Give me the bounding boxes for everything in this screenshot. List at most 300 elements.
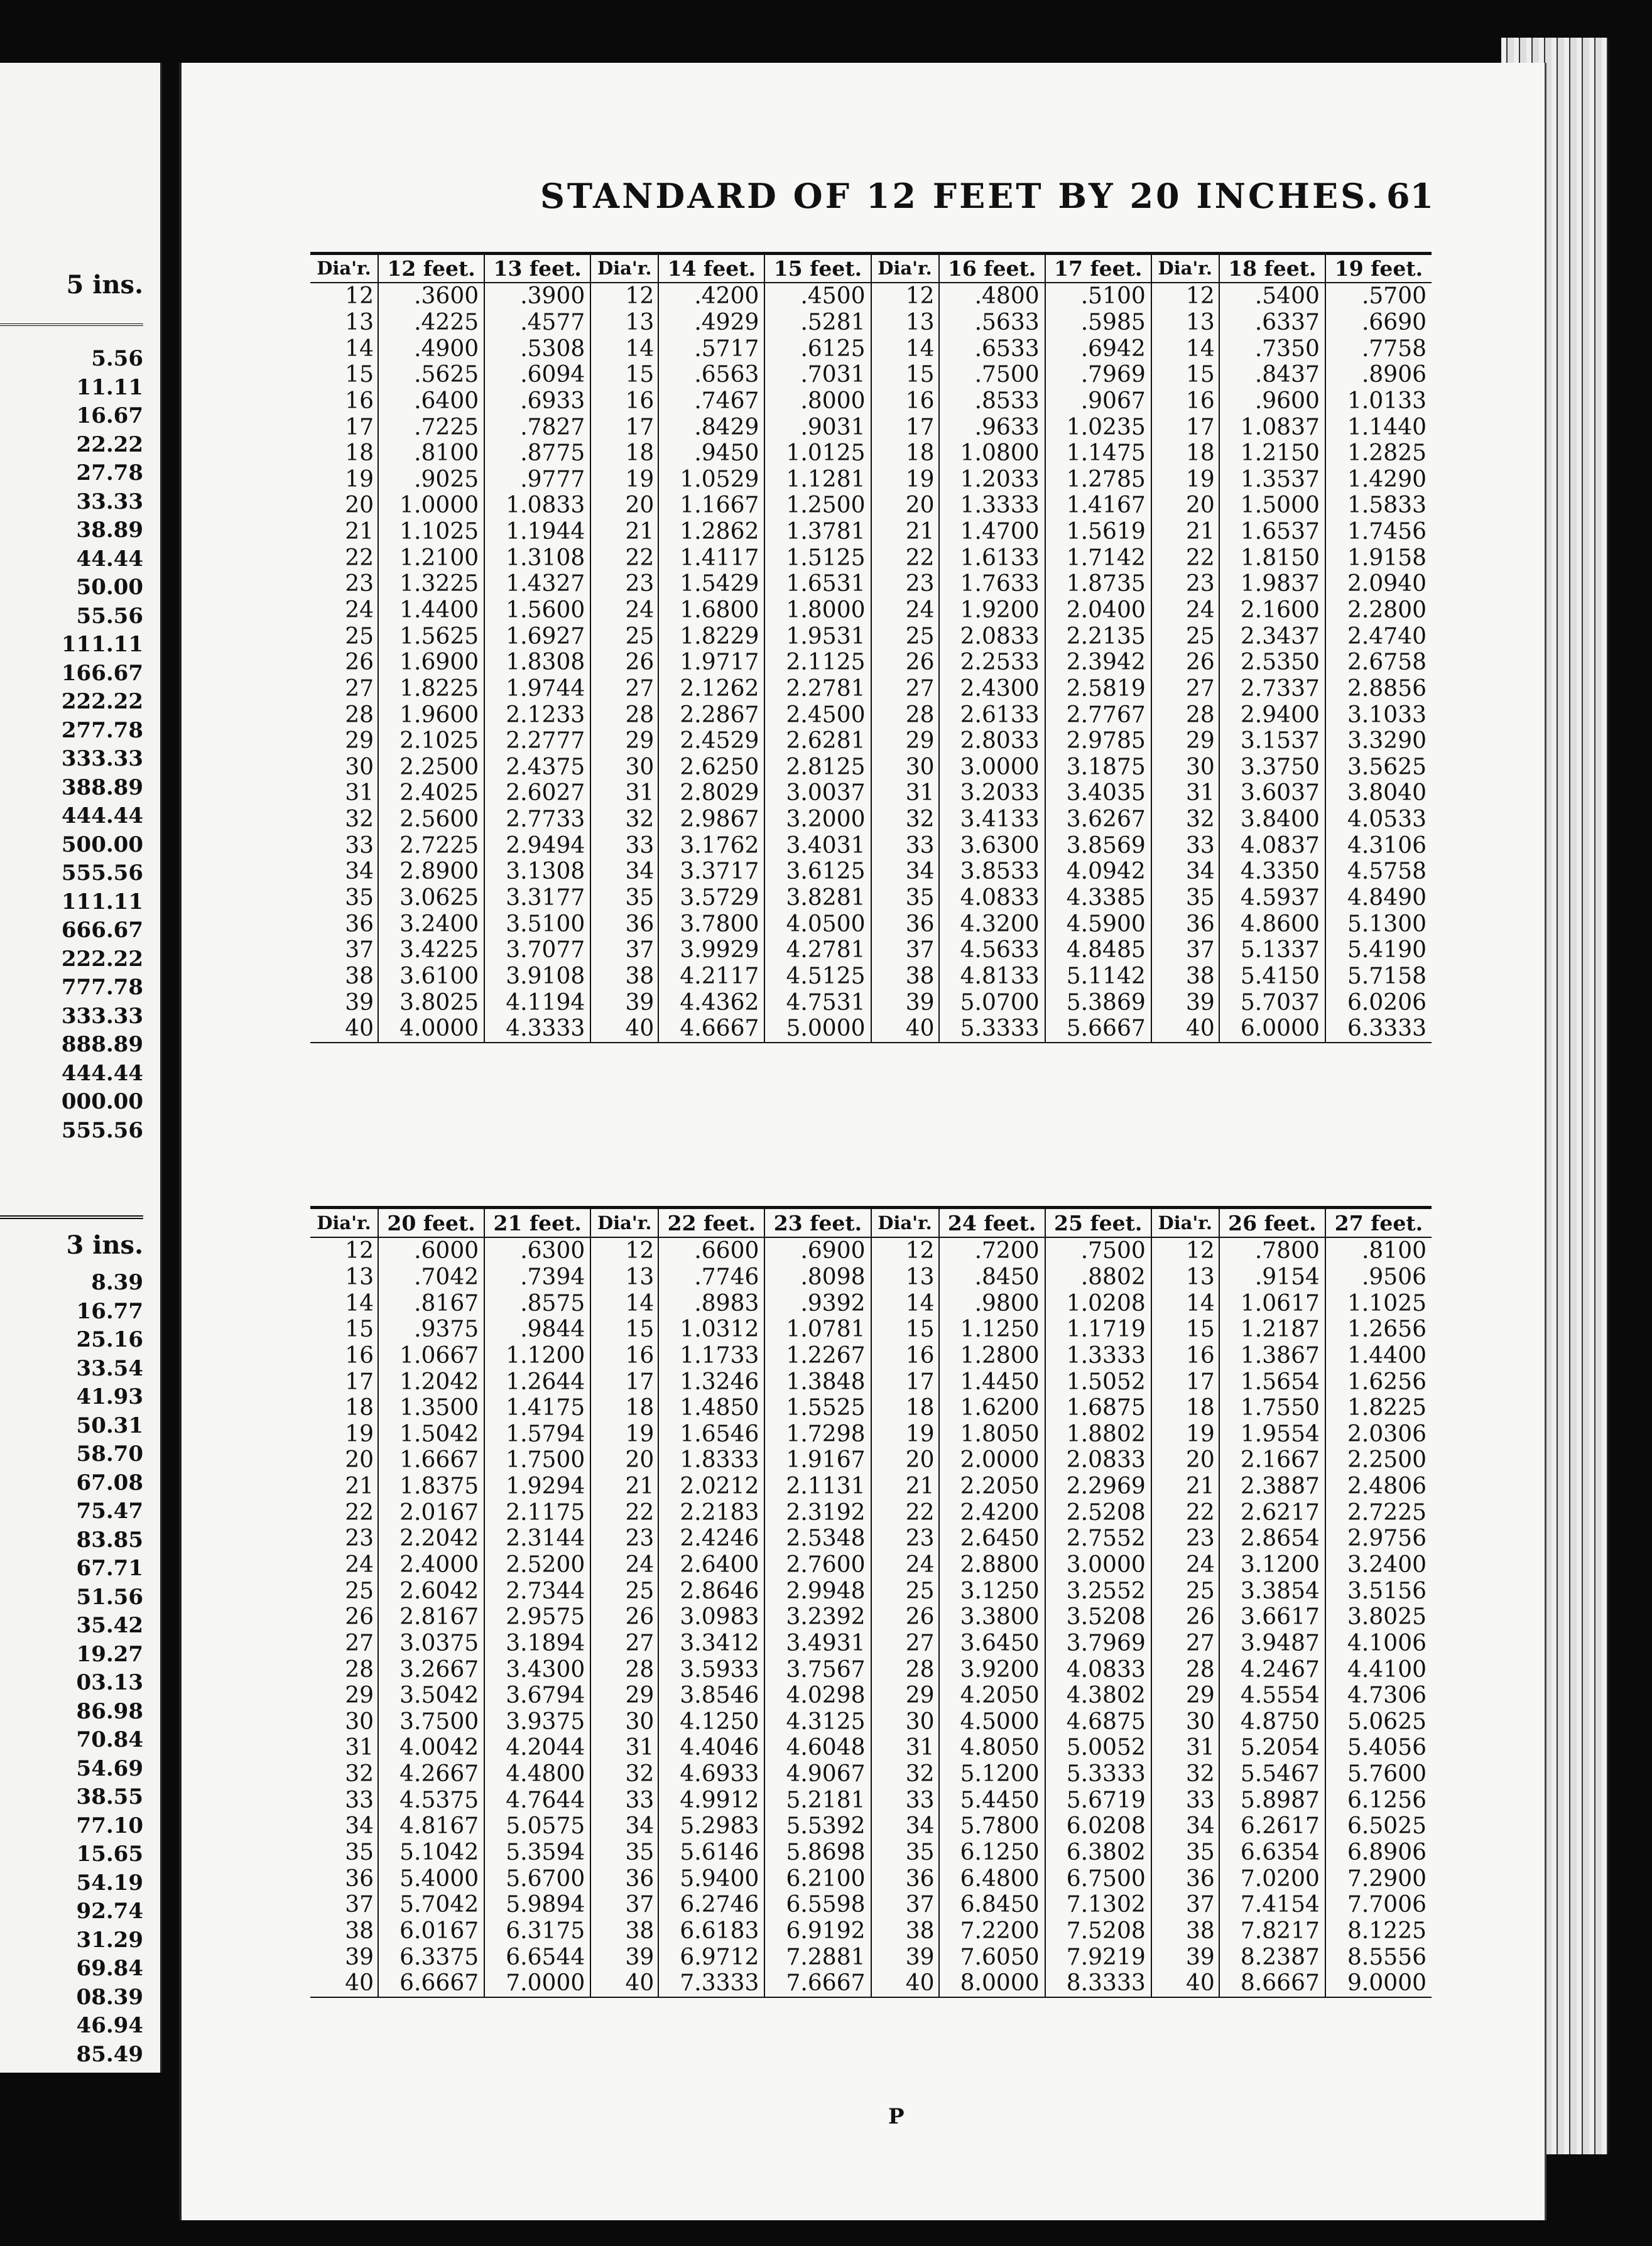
value-cell: 1.4400 (378, 597, 484, 624)
value-cell: 1.4850 (658, 1395, 764, 1421)
diameter-cell: 22 (310, 545, 378, 571)
diameter-cell: 31 (590, 780, 658, 806)
value-cell: 8.3333 (1045, 1970, 1151, 1997)
value-cell: 4.0833 (939, 885, 1045, 911)
table-12-to-19-feet (310, 254, 1432, 1043)
table-row (310, 545, 1432, 571)
value-cell: 1.7142 (1045, 545, 1151, 571)
value-cell: .6600 (658, 1237, 764, 1264)
value-cell: .6125 (764, 335, 871, 362)
table-row (310, 989, 1432, 1016)
diameter-cell: 29 (590, 1683, 658, 1709)
value-cell: 2.0833 (939, 623, 1045, 649)
value-cell: 2.8167 (378, 1604, 484, 1630)
value-cell: 1.5042 (378, 1421, 484, 1447)
value-cell: 2.1262 (658, 676, 764, 702)
diameter-cell: 28 (310, 1656, 378, 1683)
value-cell: 1.6875 (1045, 1395, 1151, 1421)
value-cell: 3.8025 (378, 989, 484, 1016)
value-cell: 3.2392 (764, 1604, 871, 1630)
value-cell: 2.7225 (1347, 1499, 1426, 1526)
table-20-to-27-feet (310, 1209, 1432, 1998)
diameter-cell: 17 (1151, 1369, 1219, 1395)
left-value: 333.33 (61, 746, 143, 771)
diameter-cell: 40 (310, 1016, 378, 1043)
diameter-column-header: Dia'r. (590, 254, 658, 283)
left-value: 69.84 (76, 1956, 143, 1981)
value-cell: 3.1308 (484, 859, 590, 885)
left-value: 67.08 (76, 1470, 143, 1495)
value-cell: 4.0000 (378, 1016, 484, 1043)
value-cell: 2.2969 (1045, 1473, 1151, 1500)
diameter-cell: 12 (590, 1237, 658, 1264)
diameter-cell: 40 (590, 1970, 658, 1997)
value-cell: 1.3537 (1219, 466, 1325, 492)
value-cell: 5.4000 (378, 1865, 484, 1892)
diameter-cell: 15 (310, 362, 378, 388)
diameter-cell: 24 (310, 597, 378, 624)
left-value: 388.89 (61, 774, 143, 800)
value-cell: 3.1762 (658, 832, 764, 859)
value-cell: .4900 (378, 335, 484, 362)
value-cell: 4.8490 (1347, 885, 1426, 911)
table-row (310, 388, 1432, 415)
left-value: 77.10 (76, 1813, 143, 1838)
left-value: 38.89 (76, 518, 143, 543)
value-cell: 2.2500 (1347, 1447, 1426, 1473)
table-row (310, 362, 1432, 388)
diameter-cell: 40 (1151, 1016, 1219, 1043)
left-value: 8.39 (91, 1270, 143, 1295)
diameter-cell: 38 (871, 963, 939, 990)
table-row (310, 676, 1432, 702)
value-cell: 1.0208 (1045, 1290, 1151, 1316)
value-cell: 1.0125 (764, 440, 871, 467)
diameter-cell: 24 (590, 597, 658, 624)
diameter-cell: 29 (871, 1683, 939, 1709)
value-cell: 3.4225 (378, 937, 484, 963)
value-cell: 4.5554 (1219, 1683, 1325, 1709)
value-cell: 1.8735 (1045, 571, 1151, 597)
value-cell: 1.4175 (484, 1395, 590, 1421)
table-row (310, 859, 1432, 885)
value-cell: 1.4290 (1347, 466, 1426, 492)
value-cell: .7500 (1045, 1237, 1151, 1264)
value-cell: 1.0000 (378, 492, 484, 519)
value-cell: 3.9108 (484, 963, 590, 990)
table-row (310, 1016, 1432, 1043)
value-cell: 2.2183 (658, 1499, 764, 1526)
value-cell: 1.2644 (484, 1369, 590, 1395)
value-cell: 4.3200 (939, 911, 1045, 937)
value-cell: 4.1194 (484, 989, 590, 1016)
diameter-cell: 35 (590, 885, 658, 911)
value-cell: 3.0625 (378, 885, 484, 911)
value-cell: 7.4154 (1219, 1892, 1325, 1918)
diameter-cell: 25 (871, 623, 939, 649)
value-cell: .9800 (939, 1290, 1045, 1316)
diameter-cell: 32 (871, 806, 939, 833)
diameter-cell: 23 (310, 1526, 378, 1552)
table-row (310, 1630, 1432, 1657)
value-cell: 3.9375 (484, 1709, 590, 1735)
table-row (310, 1578, 1432, 1604)
value-cell: 2.9575 (484, 1604, 590, 1630)
value-cell: 2.6758 (1347, 649, 1426, 676)
value-cell: 5.2054 (1219, 1735, 1325, 1761)
value-cell: 2.0400 (1045, 597, 1151, 624)
volume-table (310, 254, 1432, 1043)
table-row (310, 1447, 1432, 1473)
diameter-cell: 17 (590, 1369, 658, 1395)
value-cell: .7225 (378, 414, 484, 440)
value-cell: 4.0833 (1045, 1656, 1151, 1683)
value-cell: 7.1302 (1045, 1892, 1151, 1918)
value-cell: 5.0000 (764, 1016, 871, 1043)
table-row (310, 885, 1432, 911)
left-value: 75.47 (76, 1499, 143, 1524)
value-cell: 1.3848 (764, 1369, 871, 1395)
value-cell: 1.2862 (658, 519, 764, 545)
value-cell: .9067 (1045, 388, 1151, 415)
diameter-cell: 20 (310, 492, 378, 519)
value-cell: .8098 (764, 1264, 871, 1291)
value-cell: .9375 (378, 1316, 484, 1343)
value-cell: 5.4190 (1347, 937, 1426, 963)
diameter-cell: 34 (871, 859, 939, 885)
value-cell: 6.6544 (484, 1944, 590, 1970)
value-cell: 5.4056 (1347, 1735, 1426, 1761)
length-column-header: 15 feet. (764, 254, 871, 283)
diameter-cell: 37 (590, 1892, 658, 1918)
diameter-cell: 37 (1151, 937, 1219, 963)
value-cell: 3.8281 (764, 885, 871, 911)
value-cell: 1.0833 (484, 492, 590, 519)
diameter-cell: 13 (310, 310, 378, 336)
length-column-header: 25 feet. (1045, 1209, 1151, 1237)
diameter-column-header: Dia'r. (1151, 254, 1219, 283)
value-cell: .7467 (658, 388, 764, 415)
value-cell: 4.2044 (484, 1735, 590, 1761)
value-cell: .7350 (1219, 335, 1325, 362)
value-cell: 2.6042 (378, 1578, 484, 1604)
value-cell: 1.1025 (378, 519, 484, 545)
value-cell: .4225 (378, 310, 484, 336)
value-cell: .6533 (939, 335, 1045, 362)
value-cell: 3.5100 (484, 911, 590, 937)
left-value: 58.70 (76, 1441, 143, 1467)
diameter-cell: 37 (590, 937, 658, 963)
value-cell: 5.0700 (939, 989, 1045, 1016)
value-cell: 3.5933 (658, 1656, 764, 1683)
value-cell: 2.4375 (484, 754, 590, 781)
value-cell: 1.1281 (764, 466, 871, 492)
value-cell: 4.4362 (658, 989, 764, 1016)
value-cell: 2.2781 (764, 676, 871, 702)
value-cell: 3.8546 (658, 1683, 764, 1709)
diameter-cell: 21 (871, 519, 939, 545)
value-cell: 2.9785 (1045, 728, 1151, 754)
left-value: 50.00 (76, 575, 143, 600)
table-row (310, 937, 1432, 963)
diameter-cell: 31 (1151, 780, 1219, 806)
diameter-cell: 35 (310, 1840, 378, 1866)
diameter-cell: 27 (1151, 676, 1219, 702)
value-cell: 3.3800 (939, 1604, 1045, 1630)
table-row (310, 1970, 1432, 1997)
value-cell: 4.0837 (1219, 832, 1325, 859)
table-row (310, 1865, 1432, 1892)
diameter-cell: 24 (1151, 1552, 1219, 1578)
value-cell: 1.0235 (1045, 414, 1151, 440)
value-cell: .9600 (1219, 388, 1325, 415)
left-value: 5.56 (91, 346, 143, 371)
diameter-cell: 30 (310, 1709, 378, 1735)
value-cell: .7758 (1361, 335, 1426, 362)
value-cell: 2.1131 (764, 1473, 871, 1500)
value-cell: 2.1600 (1219, 597, 1325, 624)
diameter-cell: 39 (310, 1944, 378, 1970)
value-cell: 2.7344 (484, 1578, 590, 1604)
diameter-cell: 24 (1151, 597, 1219, 624)
left-value: 111.11 (61, 632, 143, 657)
value-cell: 6.3802 (1045, 1840, 1151, 1866)
diameter-cell: 34 (310, 859, 378, 885)
diameter-cell: 20 (310, 1447, 378, 1473)
diameter-cell: 28 (590, 1656, 658, 1683)
left-value: 31.29 (76, 1927, 143, 1953)
diameter-cell: 20 (871, 1447, 939, 1473)
length-column-header: 13 feet. (484, 254, 590, 283)
value-cell: 5.6700 (484, 1865, 590, 1892)
value-cell: 4.3333 (484, 1016, 590, 1043)
value-cell: 1.8802 (1045, 1421, 1151, 1447)
left-value: 444.44 (61, 803, 143, 828)
value-cell: .5100 (1045, 283, 1151, 310)
value-cell: 6.1256 (1347, 1787, 1426, 1813)
diameter-cell: 37 (310, 1892, 378, 1918)
value-cell: 1.1250 (939, 1316, 1045, 1343)
value-cell: 2.8856 (1347, 675, 1426, 702)
left-value: 44.44 (76, 546, 143, 572)
signature-mark: P (888, 2104, 905, 2129)
value-cell: 6.0208 (1045, 1813, 1151, 1840)
value-cell: .9031 (764, 414, 871, 440)
diameter-cell: 37 (1151, 1892, 1219, 1918)
value-cell: 3.4035 (1045, 780, 1151, 806)
value-cell: .3900 (484, 283, 590, 310)
value-cell: 1.2042 (378, 1369, 484, 1395)
diameter-cell: 16 (590, 388, 658, 415)
value-cell: 1.6531 (764, 571, 871, 597)
value-cell: 2.4246 (658, 1526, 764, 1552)
diameter-cell: 37 (310, 937, 378, 963)
left-value: 777.78 (61, 975, 143, 1000)
value-cell: 4.7306 (1347, 1683, 1426, 1709)
value-cell: 8.5556 (1347, 1944, 1426, 1970)
value-cell: 2.8646 (658, 1578, 764, 1604)
value-cell: 1.8229 (658, 623, 764, 649)
value-cell: 5.9400 (658, 1865, 764, 1892)
diameter-cell: 22 (1151, 545, 1219, 571)
value-cell: 5.7158 (1347, 963, 1426, 989)
value-cell: 2.0000 (939, 1447, 1045, 1473)
value-cell: 1.9837 (1219, 571, 1325, 597)
value-cell: 4.8133 (939, 963, 1045, 990)
diameter-cell: 35 (1151, 885, 1219, 911)
value-cell: .8575 (484, 1290, 590, 1316)
table-row (310, 963, 1432, 990)
value-cell: 2.8900 (378, 859, 484, 885)
value-cell: 1.8050 (939, 1421, 1045, 1447)
table-row (310, 1787, 1432, 1813)
diameter-cell: 40 (871, 1016, 939, 1043)
value-cell: 5.6146 (658, 1840, 764, 1866)
diameter-cell: 39 (871, 1944, 939, 1970)
value-cell: 2.7767 (1045, 702, 1151, 728)
diameter-cell: 14 (590, 1290, 658, 1316)
length-column-header: 24 feet. (939, 1209, 1045, 1237)
page-number: 61 (1386, 176, 1434, 216)
value-cell: 2.8800 (939, 1552, 1045, 1578)
diameter-cell: 22 (310, 1499, 378, 1526)
diameter-cell: 38 (310, 963, 378, 990)
value-cell: 1.1719 (1045, 1316, 1151, 1343)
value-cell: 4.5125 (764, 963, 871, 990)
diameter-cell: 34 (1151, 1813, 1219, 1840)
value-cell: 4.8167 (378, 1813, 484, 1840)
value-cell: 1.6537 (1219, 519, 1325, 545)
diameter-cell: 13 (871, 1264, 939, 1291)
value-cell: .5281 (764, 310, 871, 336)
diameter-cell: 25 (310, 1578, 378, 1604)
value-cell: 1.5525 (764, 1395, 871, 1421)
table-row (310, 1264, 1432, 1291)
diameter-cell: 15 (1151, 1316, 1219, 1343)
value-cell: 2.3942 (1045, 649, 1151, 676)
value-cell: 7.2900 (1347, 1865, 1426, 1892)
value-cell: 7.7006 (1347, 1892, 1426, 1918)
value-cell: 2.6400 (658, 1552, 764, 1578)
value-cell: 1.5125 (764, 545, 871, 571)
value-cell: 3.0000 (939, 754, 1045, 781)
value-cell: .6942 (1045, 335, 1151, 362)
table-row (310, 702, 1432, 728)
value-cell: .8100 (1361, 1238, 1426, 1264)
diameter-cell: 27 (590, 1630, 658, 1657)
diameter-cell: 16 (871, 388, 939, 415)
diameter-cell: 21 (590, 1473, 658, 1500)
diameter-cell: 28 (1151, 702, 1219, 728)
value-cell: 1.7550 (1219, 1395, 1325, 1421)
value-cell: 2.9756 (1347, 1526, 1426, 1552)
value-cell: 3.0375 (378, 1630, 484, 1657)
value-cell: 4.1006 (1347, 1630, 1426, 1656)
diameter-cell: 29 (310, 728, 378, 754)
diameter-cell: 25 (871, 1578, 939, 1604)
diameter-cell: 24 (871, 1552, 939, 1578)
table-body (310, 1237, 1432, 1997)
diameter-cell: 30 (1151, 754, 1219, 781)
diameter-cell: 36 (1151, 911, 1219, 937)
value-cell: 2.7225 (378, 832, 484, 859)
value-cell: .7500 (939, 362, 1045, 388)
value-cell: .8429 (658, 414, 764, 440)
value-cell: 1.4400 (1347, 1342, 1426, 1369)
value-cell: 4.0298 (764, 1683, 871, 1709)
diameter-cell: 36 (310, 911, 378, 937)
value-cell: .9777 (484, 466, 590, 492)
diameter-cell: 35 (1151, 1840, 1219, 1866)
value-cell: 5.4450 (939, 1787, 1045, 1813)
value-cell: 1.5625 (378, 623, 484, 649)
value-cell: 1.7500 (484, 1447, 590, 1473)
value-cell: 5.7042 (378, 1892, 484, 1918)
value-cell: 1.1440 (1347, 414, 1426, 440)
page-title: STANDARD OF 12 FEET BY 20 INCHES. (540, 176, 1381, 216)
diameter-cell: 26 (1151, 649, 1219, 676)
length-column-header: 23 feet. (764, 1209, 871, 1237)
diameter-cell: 33 (310, 1787, 378, 1813)
value-cell: 1.9554 (1219, 1421, 1325, 1447)
value-cell: 3.8040 (1347, 780, 1426, 806)
value-cell: 1.2100 (378, 545, 484, 571)
value-cell: .6337 (1219, 310, 1325, 336)
value-cell: 1.2187 (1219, 1316, 1325, 1343)
value-cell: 3.7077 (484, 937, 590, 963)
diameter-cell: 20 (590, 492, 658, 519)
value-cell: 1.1944 (484, 519, 590, 545)
value-cell: .5717 (658, 335, 764, 362)
value-cell: .4577 (484, 310, 590, 336)
diameter-cell: 19 (310, 466, 378, 492)
value-cell: 3.6037 (1219, 780, 1325, 806)
diameter-cell: 17 (310, 414, 378, 440)
value-cell: 3.4031 (764, 832, 871, 859)
value-cell: .8100 (378, 440, 484, 467)
left-value: 85.49 (76, 2041, 143, 2067)
value-cell: .6000 (378, 1237, 484, 1264)
value-cell: 6.5598 (764, 1892, 871, 1918)
diameter-cell: 33 (1151, 832, 1219, 859)
left-value: 333.33 (61, 1003, 143, 1029)
value-cell: .6400 (378, 388, 484, 415)
table-row (310, 1395, 1432, 1421)
table-row (310, 492, 1432, 519)
diameter-cell: 14 (310, 1290, 378, 1316)
value-cell: 6.5025 (1347, 1813, 1426, 1840)
value-cell: .7042 (378, 1264, 484, 1291)
table-row (310, 1892, 1432, 1918)
value-cell: .4800 (939, 283, 1045, 310)
diameter-cell: 29 (871, 728, 939, 754)
diameter-cell: 13 (871, 310, 939, 336)
diameter-cell: 21 (590, 519, 658, 545)
length-column-header: 21 feet. (484, 1209, 590, 1237)
value-cell: .6690 (1361, 309, 1426, 335)
diameter-cell: 29 (1151, 1683, 1219, 1709)
table-row (310, 414, 1432, 440)
value-cell: 3.7800 (658, 911, 764, 937)
value-cell: 4.9912 (658, 1787, 764, 1813)
value-cell: 4.2667 (378, 1761, 484, 1788)
diameter-cell: 39 (310, 989, 378, 1016)
value-cell: .4929 (658, 310, 764, 336)
diameter-cell: 36 (1151, 1865, 1219, 1892)
value-cell: 3.6794 (484, 1683, 590, 1709)
diameter-cell: 33 (871, 1787, 939, 1813)
diameter-cell: 17 (590, 414, 658, 440)
